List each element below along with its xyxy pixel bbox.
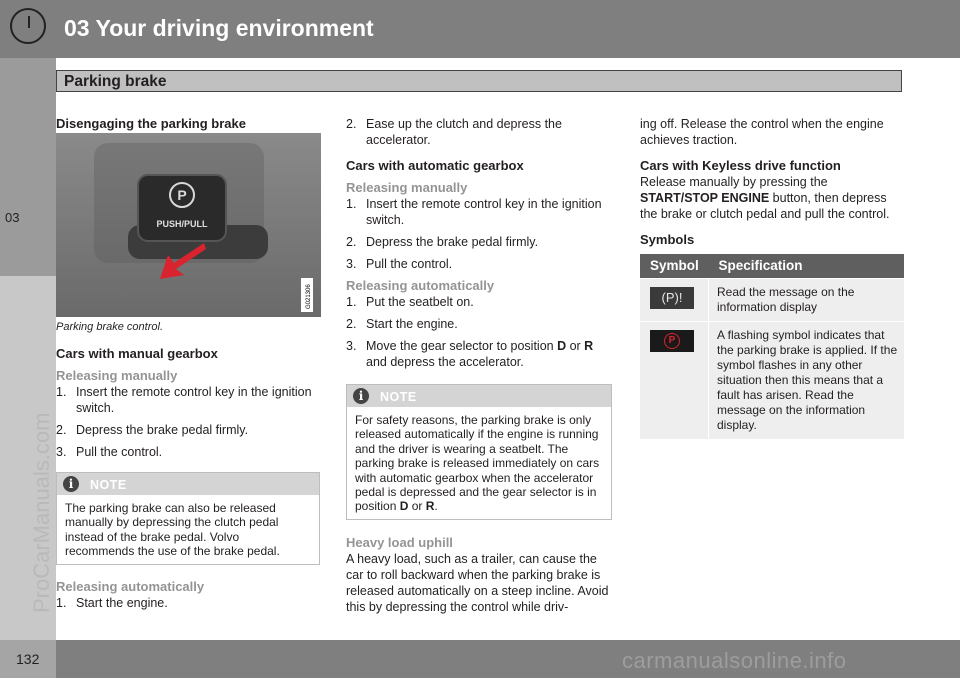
column-2 [346, 116, 612, 615]
list-item: 3. Pull the control. [56, 445, 163, 459]
list-item: 1. Start the engine. [56, 595, 168, 610]
note-text: For safety reasons, the parking brake is only released automatically if the engine is running and the driver is wearing a seatbelt. The parking brake is released immediately on cars with automatic gearbox when the accelerator pedal is depressed and the gear selector is in position D or R. [355, 413, 600, 514]
list-item: 2. Depress the brake pedal firmly. [56, 423, 249, 437]
list-item: 1. Put the seatbelt on. [346, 295, 474, 309]
section-title-bar [56, 70, 902, 92]
table-header-row [640, 254, 904, 279]
keyless-heading: Cars with Keyless drive function [640, 158, 841, 173]
manual-steps-list [346, 196, 612, 272]
auto-steps-list [346, 294, 612, 370]
releasing-manually-heading: Releasing manually [346, 180, 468, 195]
column-header-specification: Specification [709, 254, 905, 279]
list-item: 1. Insert the remote control key in the ignition switch. [346, 197, 602, 227]
manual-steps-list [56, 384, 321, 460]
parking-brake-illustration [56, 133, 321, 317]
parking-brake-photo [56, 133, 321, 317]
continued-text: ing off. Release the control when the engine achieves traction. [640, 117, 884, 147]
releasing-automatically-heading: Releasing automatically [56, 578, 205, 594]
chapter-title: 03 Your driving environment [64, 15, 374, 41]
heavy-load-text: A heavy load, such as a trailer, can cause the car to roll backward when the parking brake is released automatically on a steep incline. Avoid this by depressing the control while driv- [346, 551, 609, 614]
speedometer-icon [10, 8, 46, 44]
info-icon: i [353, 388, 369, 404]
column-3 [640, 116, 904, 439]
parking-brake-warning-icon: P [650, 330, 694, 352]
figure-code: G021306 [306, 284, 312, 309]
footer-watermark: carmanualsonline.info [622, 648, 847, 673]
list-item: 2. Depress the brake pedal firmly. [346, 235, 539, 249]
section-title: Parking brake [64, 73, 167, 90]
svg-text:P: P [177, 187, 187, 203]
list-item: 2. Ease up the clutch and depress the accelerator. [346, 117, 562, 147]
note-label: NOTE [90, 478, 127, 492]
symbol-cell [640, 279, 709, 322]
info-icon: i [63, 476, 79, 492]
keyless-text: Release manually by pressing the START/STOP ENGINE button, then depress the brake or clutch pedal and pull the control. [640, 175, 890, 221]
column-1-body [56, 346, 321, 611]
disengaging-heading: Disengaging the parking brake [56, 116, 246, 131]
note-header [347, 385, 611, 407]
note-text: The parking brake can also be released manually by depressing the clutch pedal instead of the brake pedal. Volvo recommends the use of the brake pedal. [65, 501, 280, 559]
list-item: 3. Pull the control. [346, 257, 453, 271]
column-header-symbol: Symbol [640, 254, 709, 279]
photo-caption: Parking brake control. [56, 321, 163, 333]
chapter-number: 03 [5, 210, 20, 225]
automatic-gearbox-heading: Cars with automatic gearbox [346, 158, 524, 173]
releasing-automatically-heading: Releasing automatically [346, 278, 495, 293]
note-box [56, 472, 320, 565]
table-row [640, 279, 904, 322]
watermark-text: ProCarManuals.com [29, 412, 54, 613]
list-item: 3. Move the gear selector to position D or R and depress the accelerator. [346, 339, 594, 369]
list-item: 1. Insert the remote control key in the ignition switch. [56, 385, 312, 415]
push-pull-label: PUSH/PULL [156, 219, 208, 229]
column-1 [56, 116, 321, 132]
note-box [346, 384, 612, 520]
continued-step-list [346, 116, 612, 148]
watermark-vertical [9, 223, 54, 623]
note-label: NOTE [380, 390, 417, 404]
symbols-table [640, 254, 904, 439]
auto-steps-list [56, 595, 321, 611]
symbols-heading: Symbols [640, 232, 695, 247]
parking-brake-message-icon: (P)! [650, 287, 694, 309]
page-number: 132 [16, 651, 40, 667]
table-row [640, 322, 904, 440]
releasing-manually-heading: Releasing manually [56, 368, 178, 383]
heavy-load-heading: Heavy load uphill [346, 534, 453, 550]
note-header [57, 473, 319, 495]
list-item: 2. Start the engine. [346, 317, 458, 331]
manual-gearbox-heading: Cars with manual gearbox [56, 346, 218, 361]
spec-cell: A flashing symbol indicates that the parking brake is applied. If the symbol flashes in any other situation then this means that a fault has arisen. Read the message on the information display. [709, 322, 905, 440]
symbol-cell [640, 322, 709, 440]
spec-cell: Read the message on the information display [709, 279, 905, 322]
